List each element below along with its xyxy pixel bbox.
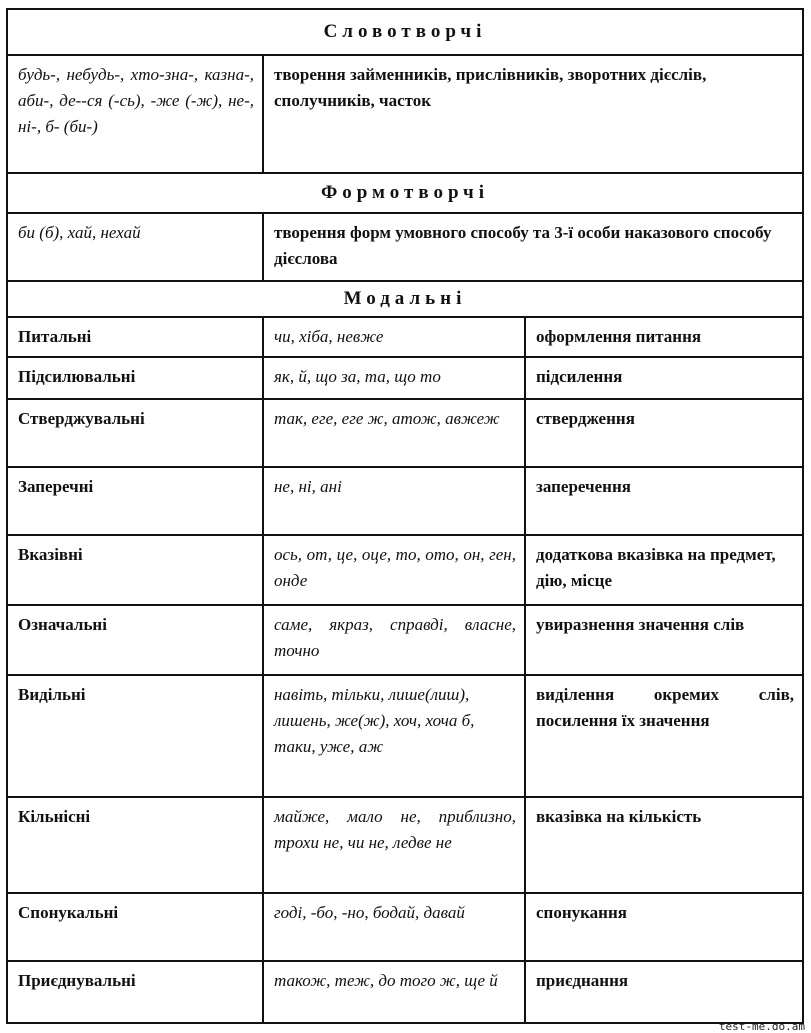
table-row	[8, 400, 802, 468]
section-title-modal: Модальні	[8, 282, 802, 318]
form-forming-function: творення форм умовного способу та 3-ї особи наказового способу дієслова	[262, 214, 802, 280]
table-row	[8, 358, 802, 400]
function-cell: виділення окремих слів, посилення їх значення	[524, 676, 802, 796]
section-title-form-forming: Формотворчі	[8, 174, 802, 214]
table-row	[8, 468, 802, 536]
category-cell: Підсилювальні	[18, 367, 136, 386]
table-row	[8, 676, 802, 798]
category-cell: Вказівні	[18, 545, 83, 564]
word-forming-particles: будь-, небудь-, хто-зна-, казна-, аби-, де--ся (-сь), -же (-ж), не-, ні-, б- (би-)	[18, 65, 254, 136]
word-forming-function: творення займенників, прислівників, зворотних дієслів, сполучників, часток	[262, 56, 802, 172]
function-cell: спонукання	[524, 894, 802, 960]
form-forming-particles: би (б), хай, нехай	[18, 223, 141, 242]
category-cell: Кільнісні	[18, 807, 91, 826]
function-cell: вказівка на кількість	[524, 798, 802, 892]
function-cell: приєднання	[524, 962, 802, 1022]
table-row	[8, 606, 802, 676]
category-cell: Питальні	[18, 327, 92, 346]
function-cell: заперечення	[524, 468, 802, 534]
particles-cell: годі, -бо, -но, бодай, давай	[262, 894, 524, 960]
function-cell: увиразнення значення слів	[524, 606, 802, 674]
table-row	[8, 798, 802, 894]
particles-cell: також, теж, до того ж, ще й	[262, 962, 524, 1022]
particles-cell: так, еге, еге ж, атож, авжеж	[262, 400, 524, 466]
category-cell: Стверджувальні	[18, 409, 145, 428]
category-cell: Приєднувальні	[18, 971, 136, 990]
particles-cell: майже, мало не, приблизно, трохи не, чи не, ледве не	[262, 798, 524, 892]
form-forming-row	[8, 214, 802, 282]
table-row	[8, 536, 802, 606]
function-cell: підсилення	[524, 358, 802, 398]
particles-cell: чи, хіба, невже	[262, 318, 524, 356]
word-forming-row	[8, 56, 802, 174]
table-row	[8, 894, 802, 962]
function-cell: додаткова вказівка на предмет, дію, місце	[524, 536, 802, 604]
particles-cell: ось, от, це, оце, то, ото, он, ген, онде	[262, 536, 524, 604]
table-row	[8, 962, 802, 1022]
category-cell: Видільні	[18, 685, 86, 704]
particles-table	[6, 8, 804, 1024]
watermark: test-me.do.am	[718, 1020, 805, 1033]
category-cell: Означальні	[18, 615, 107, 634]
table-row	[8, 318, 802, 358]
category-cell: Заперечні	[18, 477, 94, 496]
function-cell: оформлення питання	[524, 318, 802, 356]
category-cell: Спонукальні	[18, 903, 119, 922]
particles-cell: не, ні, ані	[262, 468, 524, 534]
particles-cell: як, й, що за, та, що то	[262, 358, 524, 398]
section-title-word-forming: Словотворчі	[8, 10, 802, 56]
particles-cell: саме, якраз, справді, власне, точно	[262, 606, 524, 674]
particles-cell: навіть, тільки, лише(лиш), лишень, же(ж), хоч, хоча б, таки, уже, аж	[262, 676, 524, 796]
function-cell: ствердження	[524, 400, 802, 466]
